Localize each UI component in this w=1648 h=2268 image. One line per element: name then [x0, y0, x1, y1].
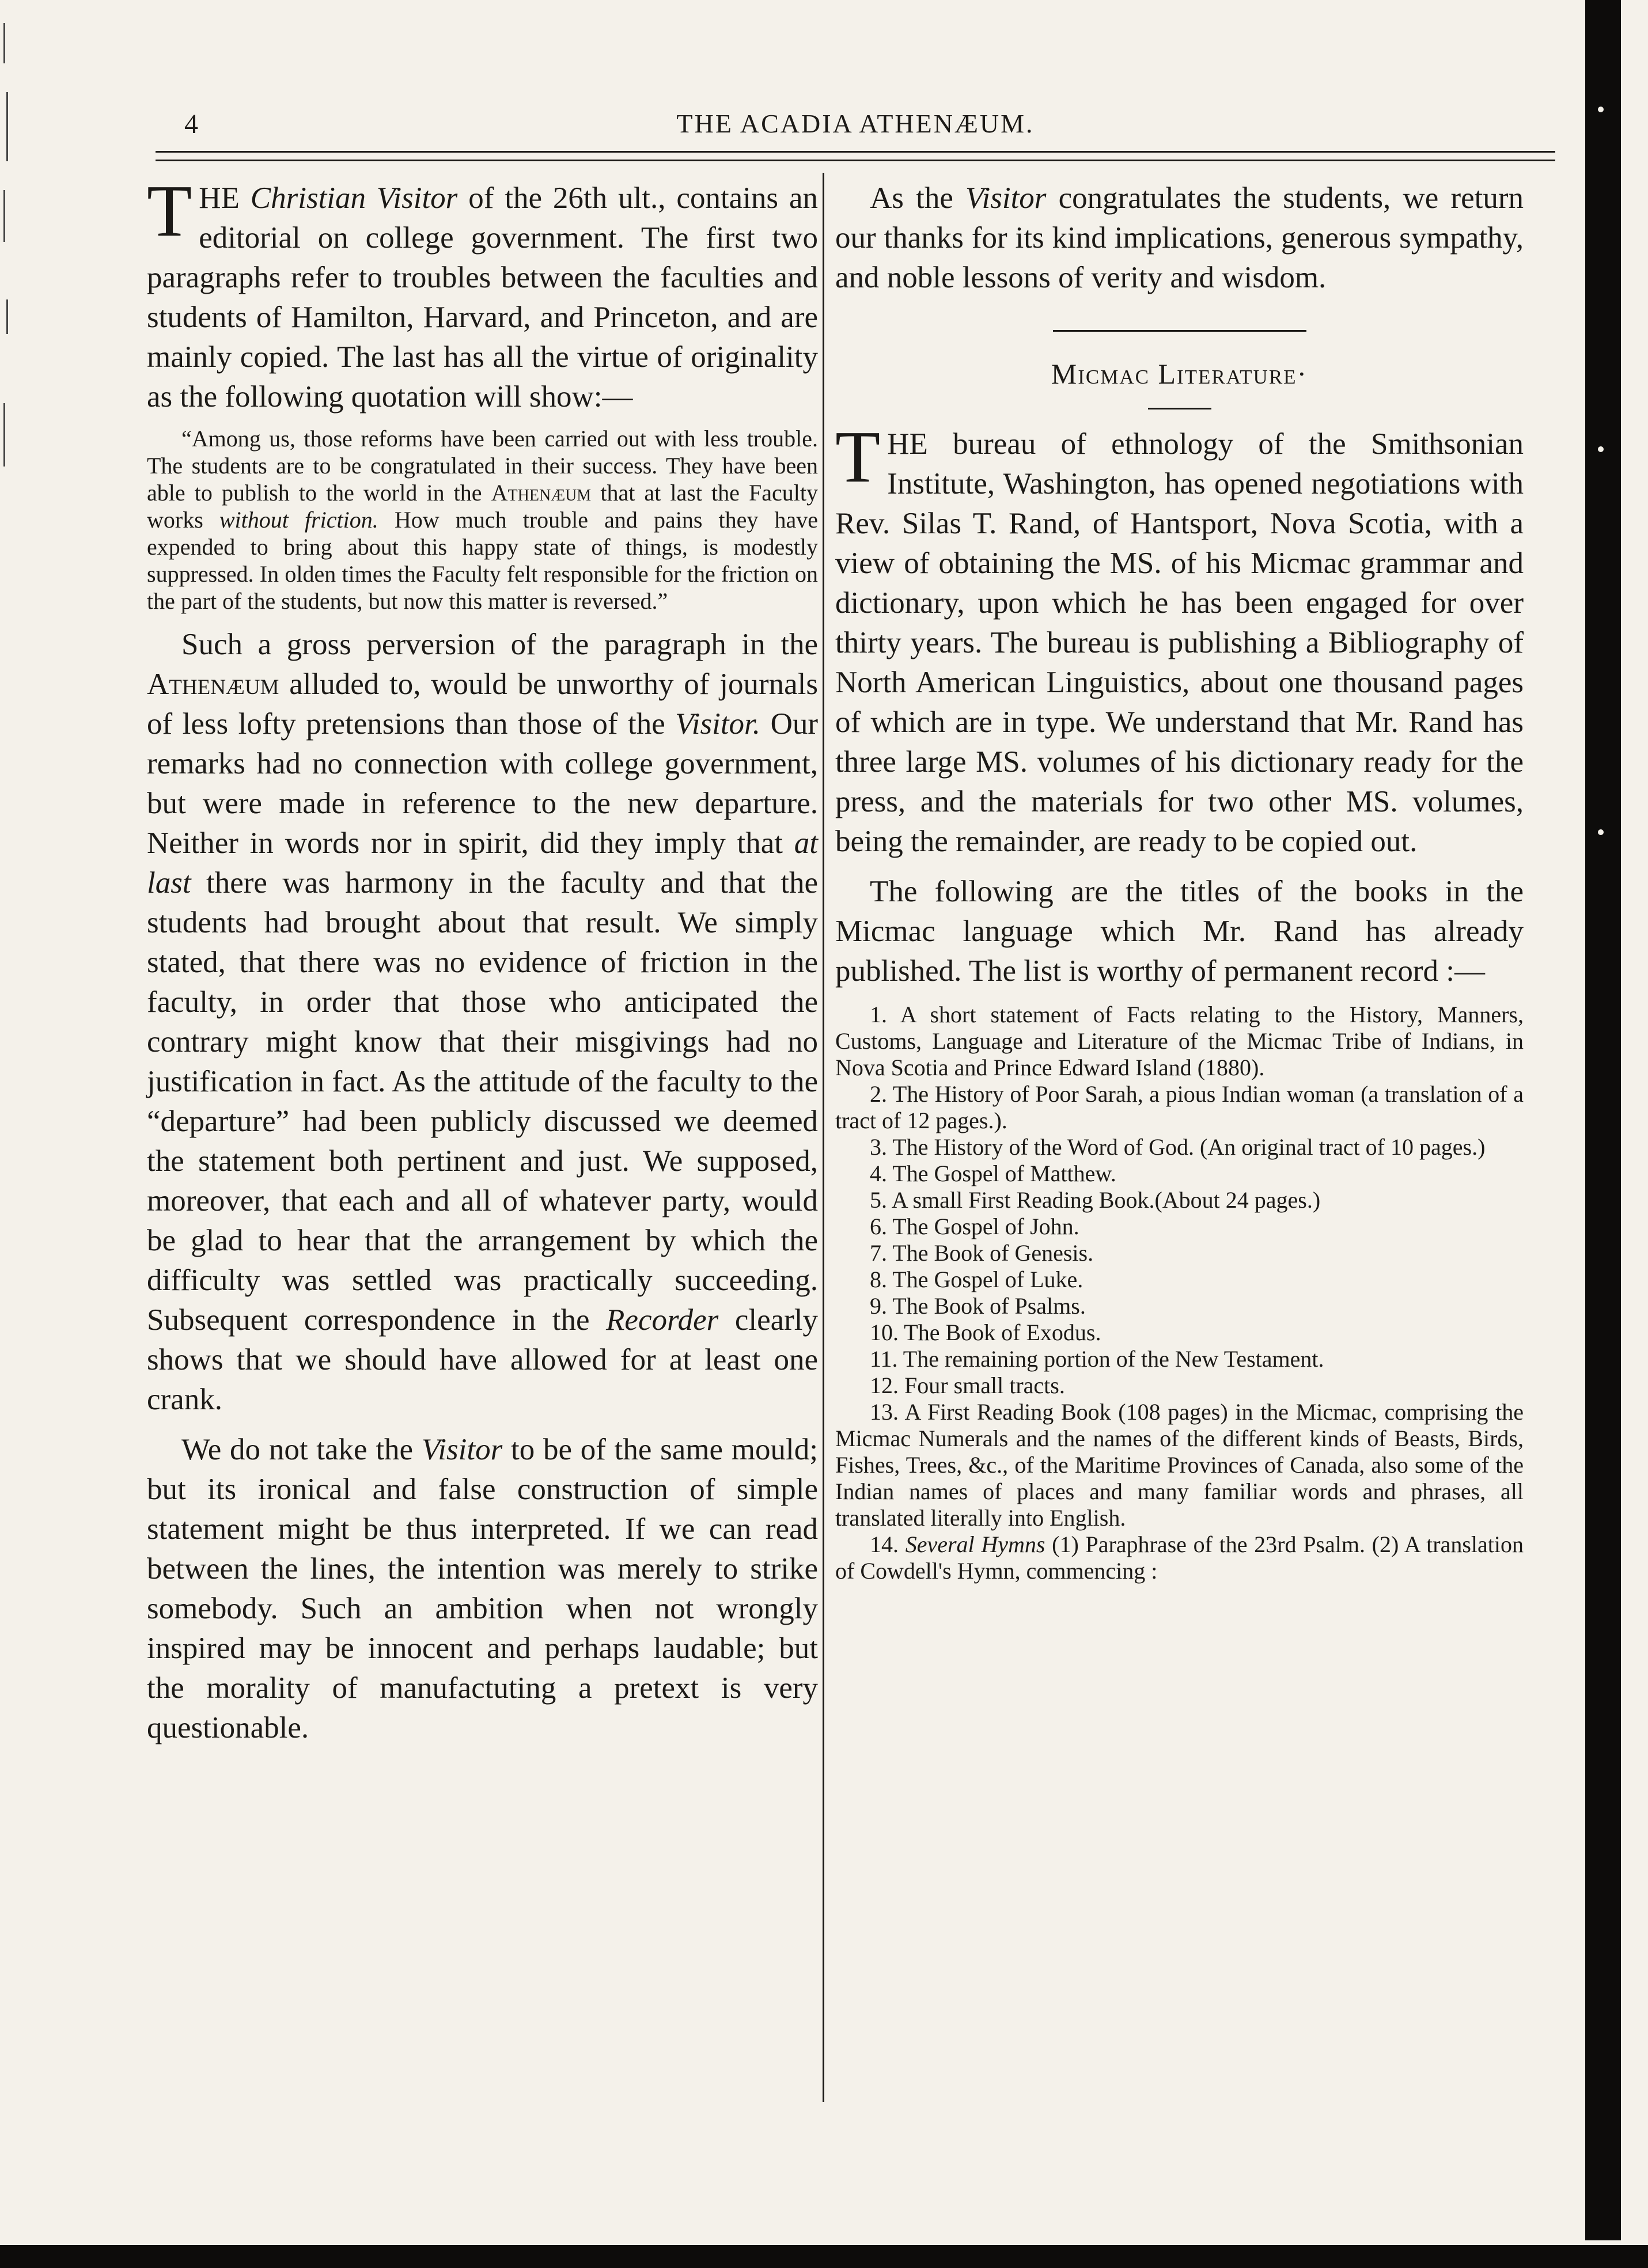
editorial-paragraph-2: Such a gross perversion of the paragraph in the Athenæum alluded to, would be unworthy of journals of less lofty pretensions than those of the Visitor. Our remarks had no connection with college government, but were made in reference to the new departure. Neither in words nor in spirit, did they imply that at last there was harmony in the faculty and that the students had brought about that result. We simply stated, that there was no evidence of friction in the faculty, in order that those who anticipated the contrary might know that their misgivings had no justification in fact. As the attitude of the faculty to the “departure” had been publicly discussed we deemed the statement both pertinent and just. We supposed, moreover, that each and all of whatever party, would be glad to hear that the arrangement by which the difficulty was settled was practically succeeding. Subsequent correspondence in the Recorder clearly shows that we should have allowed for at least one crank. [147, 628, 818, 1416]
bottom-edge-bar [0, 2245, 1648, 2268]
binding-hole [1598, 829, 1604, 835]
left-column [147, 170, 818, 1748]
list-item: 4. The Gospel of Matthew. [870, 1160, 1116, 1186]
left-edge-scan-marks [3, 0, 12, 518]
list-item: 10. The Book of Exodus. [870, 1319, 1101, 1345]
publication-list [835, 1002, 1524, 1584]
right-column [835, 179, 1524, 1584]
article-paragraph-1: THE bureau of ethnology of the Smithsonian Institute, Washington, has opened negotiations with Rev. Silas T. Rand, of Hantsport, Nova Scotia, with a view of obtaining the MS. of his Micmac grammar and dictionary, upon which he has been engaged for over thirty years. The bureau is publishing a Bibliography of North American Linguistics, about one thousand pages of which are in type. We understand that Mr. Rand has three large MS. volumes of his dictionary ready for the press, and the materials for two other MS. volumes, being the remainder, are ready to be copied out. [835, 416, 1524, 858]
closing-paragraph: As the Visitor congratulates the students, we return our thanks for its kind implications, generous sympathy, and noble lessons of verity and wisdom. [835, 181, 1524, 294]
binding-hole [1598, 446, 1604, 452]
list-item: 12. Four small tracts. [870, 1372, 1065, 1398]
list-item: 1. A short statement of Facts relating to the History, Manners, Customs, Language and Literature of the Micmac Tribe of Indians, in Nova Scotia and Prince Edward Island (1880). [835, 1002, 1524, 1080]
list-item: 14. Several Hymns (1) Paraphrase of the 23rd Psalm. (2) A translation of Cowdell's Hymn, commencing : [835, 1531, 1524, 1584]
list-item: 6. The Gospel of John. [870, 1213, 1079, 1239]
binding-hole [1598, 107, 1604, 112]
column-divider [823, 173, 824, 2102]
list-item: 2. The History of Poor Sarah, a pious Indian woman (a translation of a tract of 12 pages.). [835, 1081, 1524, 1133]
page-header [156, 104, 1555, 144]
running-title: THE ACADIA ATHENÆUM. [676, 109, 1035, 138]
section-title: Micmac Literature· [1051, 358, 1308, 390]
drop-cap: T [147, 170, 192, 252]
binding-edge-bar [1585, 0, 1621, 2240]
list-item: 8. The Gospel of Luke. [870, 1266, 1083, 1292]
title-underline-rule [1148, 408, 1211, 409]
section-separator-rule [1053, 330, 1306, 332]
publication-name: Christian Visitor [250, 181, 458, 215]
header-double-rule [156, 151, 1555, 161]
editorial-paragraph-3: We do not take the Visitor to be of the same mould; but its ironical and false construction of simple statement might be thus interpreted. If we can read between the lines, the intention was merely to strike somebody. Such an ambition when not wrongly inspired may be innocent and perhaps laudable; but the morality of manufactuting a pretext is very questionable. [147, 1433, 818, 1744]
list-item: 7. The Book of Genesis. [870, 1240, 1094, 1266]
list-item: 5. A small First Reading Book.(About 24 pages.) [870, 1187, 1321, 1213]
quoted-passage: “Among us, those reforms have been carried out with less trouble. The students are to be congratulated in their success. They have been able to publish to the world in the Athenæum that at last the Faculty works without friction. How much trouble and pains they have expended to bring about this happy state of things, is modestly suppressed. In olden times the Faculty felt responsible for the friction on the part of the students, but now this matter is reversed.” [147, 426, 818, 614]
list-item: 9. The Book of Psalms. [870, 1293, 1086, 1319]
drop-cap: T [835, 416, 881, 498]
page-number: 4 [184, 109, 198, 139]
article-paragraph-2: The following are the titles of the books in the Micmac language which Mr. Rand has already published. The list is worthy of permanent record :— [835, 875, 1524, 988]
list-item: 13. A First Reading Book (108 pages) in the Micmac, comprising the Micmac Numerals and the names of the different kinds of Beasts, Birds, Fishes, Trees, &c., of the Maritime Provinces of Canada, also some of the Indian names of places and many familiar words and phrases, all translated literally into English. [835, 1399, 1524, 1531]
list-item: 11. The remaining portion of the New Testament. [870, 1346, 1324, 1372]
editorial-paragraph-1: THE Christian Visitor of the 26th ult., contains an editorial on college government. The first two paragraphs refer to troubles between the faculties and students of Hamilton, Harvard, and Princeton, and are mainly copied. The last has all the virtue of originality as the following quotation will show:— [147, 170, 818, 414]
list-item: 3. The History of the Word of God. (An original tract of 10 pages.) [870, 1134, 1486, 1160]
